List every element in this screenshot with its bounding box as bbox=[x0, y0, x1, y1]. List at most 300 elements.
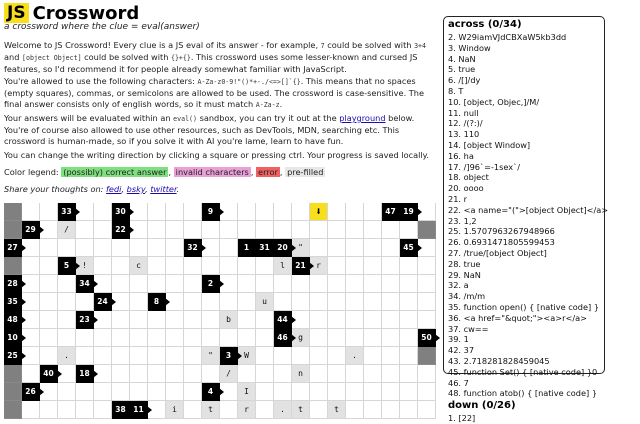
grid-cell[interactable] bbox=[364, 293, 382, 311]
grid-cell[interactable] bbox=[184, 221, 202, 239]
grid-cell[interactable] bbox=[58, 329, 76, 347]
grid-cell[interactable] bbox=[310, 239, 328, 257]
title-row bbox=[4, 3, 139, 23]
grid-cell[interactable] bbox=[184, 347, 202, 365]
down-arrow-icon[interactable]: ⬇ bbox=[310, 203, 328, 221]
grid-cell[interactable] bbox=[148, 365, 166, 383]
grid-cell[interactable] bbox=[238, 221, 256, 239]
grid-cell[interactable] bbox=[130, 293, 148, 311]
legend-error: error bbox=[258, 167, 278, 177]
across-clue[interactable]: 28. true bbox=[448, 258, 481, 269]
across-clue[interactable]: 11. null bbox=[448, 107, 479, 118]
prefilled-cell[interactable]: ! bbox=[76, 257, 94, 275]
grid-cell[interactable] bbox=[382, 365, 400, 383]
down-clue-list bbox=[448, 413, 600, 424]
prefilled-cell[interactable]: . bbox=[58, 347, 76, 365]
grid-cell[interactable] bbox=[220, 293, 238, 311]
clue-number-cell: 25 bbox=[4, 347, 22, 365]
grid-cell[interactable] bbox=[328, 257, 346, 275]
crossword-grid bbox=[4, 203, 436, 419]
grid-cell[interactable] bbox=[274, 347, 292, 365]
grid-cell[interactable] bbox=[274, 365, 292, 383]
legend-invalid: invalid characters bbox=[175, 167, 249, 177]
grid-cell[interactable] bbox=[184, 311, 202, 329]
grid-cell[interactable] bbox=[310, 401, 328, 419]
grid-cell[interactable] bbox=[364, 311, 382, 329]
grid-cell[interactable] bbox=[400, 329, 418, 347]
grid-cell[interactable] bbox=[76, 347, 94, 365]
grid-cell[interactable] bbox=[256, 221, 274, 239]
clue-number-cell: 27 bbox=[4, 239, 22, 257]
grid-cell[interactable] bbox=[256, 383, 274, 401]
grid-cell[interactable] bbox=[184, 257, 202, 275]
clue-number-cell: 4 bbox=[202, 383, 220, 401]
across-clue[interactable]: 4. NaN bbox=[448, 53, 476, 64]
grid-cell[interactable] bbox=[238, 311, 256, 329]
grid-cell[interactable] bbox=[328, 383, 346, 401]
grid-cell[interactable] bbox=[310, 347, 328, 365]
grid-cell[interactable] bbox=[166, 329, 184, 347]
blocked-cell bbox=[418, 347, 436, 365]
across-clue[interactable]: 43. 2.718281828459045 bbox=[448, 355, 550, 366]
prefilled-cell[interactable]: r bbox=[238, 401, 256, 419]
grid-cell[interactable] bbox=[400, 383, 418, 401]
grid-cell[interactable] bbox=[310, 293, 328, 311]
grid-cell[interactable] bbox=[274, 221, 292, 239]
across-clue[interactable]: 46. 7 bbox=[448, 377, 469, 388]
prefilled-cell[interactable]: l bbox=[274, 257, 292, 275]
grid-cell[interactable] bbox=[364, 203, 382, 221]
grid-cell[interactable] bbox=[292, 203, 310, 221]
grid-cell[interactable] bbox=[382, 347, 400, 365]
across-clue[interactable]: 22. <a name="(">[object Object]</a> bbox=[448, 204, 609, 215]
prefilled-cell[interactable]: " bbox=[292, 239, 310, 257]
grid-cell[interactable] bbox=[94, 257, 112, 275]
grid-cell[interactable] bbox=[184, 365, 202, 383]
grid-cell[interactable] bbox=[40, 239, 58, 257]
grid-cell[interactable] bbox=[346, 383, 364, 401]
intro-paragraph: Welcome to JS Crossword! Every clue is a JS eval of its answer - for example, 7 could be solved with 3+4 and [object Object] could be solved with {}+{}. This crossword uses some lesser-known and cursed JS features, so I'd recommend it for people already somewhat familiar with JavaScript. bbox=[4, 40, 426, 74]
grid-cell[interactable] bbox=[130, 275, 148, 293]
grid-cell[interactable] bbox=[94, 239, 112, 257]
grid-cell[interactable] bbox=[130, 311, 148, 329]
grid-cell[interactable] bbox=[40, 275, 58, 293]
grid-cell[interactable] bbox=[166, 365, 184, 383]
grid-cell[interactable] bbox=[148, 311, 166, 329]
grid-cell[interactable] bbox=[328, 275, 346, 293]
grid-cell[interactable] bbox=[184, 275, 202, 293]
grid-cell[interactable] bbox=[202, 221, 220, 239]
clue-number-cell: 21 bbox=[292, 257, 310, 275]
grid-cell[interactable] bbox=[112, 257, 130, 275]
grid-cell[interactable] bbox=[328, 293, 346, 311]
clue-number-cell: 19 bbox=[400, 203, 418, 221]
across-clue[interactable]: 14. [object Window] bbox=[448, 139, 531, 150]
across-clue[interactable]: 39. 1 bbox=[448, 334, 469, 345]
grid-cell[interactable] bbox=[94, 221, 112, 239]
grid-cell[interactable] bbox=[238, 365, 256, 383]
across-clue[interactable]: 35. function open() { [native code] } bbox=[448, 301, 600, 312]
grid-cell[interactable] bbox=[382, 383, 400, 401]
grid-cell[interactable] bbox=[94, 383, 112, 401]
grid-cell[interactable] bbox=[310, 329, 328, 347]
legend-correct: (possibly) correct answer bbox=[63, 167, 167, 177]
grid-cell[interactable] bbox=[40, 257, 58, 275]
grid-cell[interactable] bbox=[76, 221, 94, 239]
grid-cell[interactable] bbox=[400, 365, 418, 383]
clue-number-cell: 33 bbox=[58, 203, 76, 221]
across-clue[interactable]: 18. object bbox=[448, 172, 489, 183]
across-clue[interactable]: 3. Window bbox=[448, 42, 491, 53]
grid-cell[interactable] bbox=[76, 383, 94, 401]
sandbox-paragraph: Your answers will be evaluated within an eval() sandbox, you can try it out at the playground below. You're of course also allowed to use other resources, such as DevTools, MDN, searching etc. This crossword is human-made, so if you solve it with AI you're lame, learn to have fun. bbox=[4, 113, 415, 146]
grid-cell[interactable] bbox=[112, 239, 130, 257]
page-subtitle: a crossword where the clue = eval(answer) bbox=[4, 22, 200, 32]
grid-cell[interactable] bbox=[382, 329, 400, 347]
grid-cell[interactable] bbox=[346, 275, 364, 293]
grid-cell[interactable] bbox=[274, 275, 292, 293]
grid-cell[interactable] bbox=[202, 365, 220, 383]
across-clue[interactable]: 36. <a href="&quot;"><a>r</a> bbox=[448, 312, 587, 323]
grid-cell[interactable] bbox=[364, 383, 382, 401]
grid-cell[interactable] bbox=[130, 239, 148, 257]
grid-cell[interactable] bbox=[238, 275, 256, 293]
grid-cell[interactable] bbox=[112, 383, 130, 401]
grid-cell[interactable] bbox=[238, 293, 256, 311]
prefilled-cell[interactable]: n bbox=[292, 365, 310, 383]
grid-cell[interactable] bbox=[274, 203, 292, 221]
grid-cell[interactable] bbox=[112, 329, 130, 347]
across-clue[interactable]: 6. /[]/dy bbox=[448, 75, 481, 86]
across-clue[interactable]: 23. 1,2 bbox=[448, 215, 477, 226]
grid-cell[interactable] bbox=[274, 293, 292, 311]
grid-cell[interactable] bbox=[418, 311, 436, 329]
grid-cell[interactable] bbox=[22, 401, 40, 419]
grid-cell[interactable] bbox=[58, 239, 76, 257]
grid-cell[interactable] bbox=[328, 329, 346, 347]
grid-cell[interactable] bbox=[364, 347, 382, 365]
down-header: down (0/26) bbox=[448, 400, 516, 412]
grid-cell[interactable] bbox=[310, 365, 328, 383]
grid-cell[interactable] bbox=[256, 311, 274, 329]
grid-cell[interactable] bbox=[292, 275, 310, 293]
crossword-grid-container bbox=[4, 203, 436, 414]
across-clue[interactable]: 45. function Set() { [native code] }0 bbox=[448, 366, 598, 377]
prefilled-cell[interactable]: W bbox=[238, 347, 256, 365]
grid-cell[interactable] bbox=[310, 311, 328, 329]
across-clue[interactable]: 32. a bbox=[448, 280, 469, 291]
grid-cell[interactable] bbox=[166, 239, 184, 257]
grid-cell[interactable] bbox=[76, 329, 94, 347]
clue-number-cell: 32 bbox=[184, 239, 202, 257]
grid-cell[interactable] bbox=[418, 383, 436, 401]
prefilled-cell[interactable]: b bbox=[220, 311, 238, 329]
across-clue[interactable]: 5. true bbox=[448, 64, 476, 75]
grid-cell[interactable] bbox=[76, 293, 94, 311]
grid-cell[interactable] bbox=[112, 347, 130, 365]
grid-cell[interactable] bbox=[346, 293, 364, 311]
grid-cell[interactable] bbox=[166, 257, 184, 275]
grid-cell[interactable] bbox=[292, 347, 310, 365]
blocked-cell bbox=[418, 221, 436, 239]
grid-cell[interactable] bbox=[400, 275, 418, 293]
across-clue[interactable]: 42. 37 bbox=[448, 345, 475, 356]
grid-cell[interactable] bbox=[364, 365, 382, 383]
clue-number-cell: 22 bbox=[112, 221, 130, 239]
grid-cell[interactable] bbox=[256, 329, 274, 347]
clue-number-cell: 5 bbox=[58, 257, 76, 275]
grid-cell[interactable] bbox=[346, 221, 364, 239]
grid-cell[interactable] bbox=[418, 401, 436, 419]
grid-cell[interactable] bbox=[328, 311, 346, 329]
clue-number-cell: 30 bbox=[112, 203, 130, 221]
grid-cell[interactable] bbox=[310, 275, 328, 293]
across-clue[interactable]: 16. ha bbox=[448, 150, 474, 161]
grid-cell[interactable] bbox=[418, 293, 436, 311]
grid-cell[interactable] bbox=[58, 275, 76, 293]
grid-cell[interactable] bbox=[40, 203, 58, 221]
clue-number-cell: 23 bbox=[76, 311, 94, 329]
grid-cell[interactable] bbox=[346, 401, 364, 419]
grid-cell[interactable] bbox=[76, 239, 94, 257]
grid-cell[interactable] bbox=[94, 329, 112, 347]
grid-cell[interactable] bbox=[418, 365, 436, 383]
grid-cell[interactable] bbox=[346, 203, 364, 221]
prefilled-cell[interactable]: i bbox=[166, 401, 184, 419]
prefilled-cell[interactable]: c bbox=[130, 257, 148, 275]
grid-cell[interactable] bbox=[22, 203, 40, 221]
across-clue[interactable]: 29. NaN bbox=[448, 269, 481, 280]
down-clue[interactable]: 1. [22] bbox=[448, 413, 476, 424]
grid-cell[interactable] bbox=[148, 275, 166, 293]
across-clue-list bbox=[448, 32, 609, 399]
grid-cell[interactable] bbox=[256, 401, 274, 419]
grid-cell[interactable] bbox=[382, 293, 400, 311]
grid-cell[interactable] bbox=[184, 293, 202, 311]
grid-cell[interactable] bbox=[382, 257, 400, 275]
clue-number-cell: 3 bbox=[220, 347, 238, 365]
grid-cell[interactable] bbox=[328, 239, 346, 257]
prefilled-cell[interactable]: t bbox=[202, 401, 220, 419]
grid-cell[interactable] bbox=[148, 203, 166, 221]
prefilled-cell[interactable]: / bbox=[220, 365, 238, 383]
grid-cell[interactable] bbox=[238, 257, 256, 275]
grid-cell[interactable] bbox=[40, 329, 58, 347]
grid-cell[interactable] bbox=[238, 329, 256, 347]
prefilled-cell[interactable]: u bbox=[256, 293, 274, 311]
grid-cell[interactable] bbox=[166, 383, 184, 401]
across-clue[interactable]: 12. /(?:)/ bbox=[448, 118, 483, 129]
grid-cell[interactable] bbox=[328, 365, 346, 383]
grid-cell[interactable] bbox=[292, 383, 310, 401]
grid-cell[interactable] bbox=[166, 347, 184, 365]
grid-cell[interactable] bbox=[130, 347, 148, 365]
grid-cell[interactable] bbox=[202, 329, 220, 347]
clue-number-cell: 18 bbox=[76, 365, 94, 383]
grid-cell[interactable] bbox=[256, 365, 274, 383]
clue-number-cell: 46 bbox=[274, 329, 292, 347]
grid-cell[interactable] bbox=[364, 239, 382, 257]
share-link-fedi[interactable]: fedi bbox=[106, 184, 122, 194]
direction-hint: You can change the writing direction by clicking a square or pressing ctrl. Your progress is saved locally. bbox=[4, 150, 429, 160]
grid-cell[interactable] bbox=[202, 293, 220, 311]
grid-cell[interactable] bbox=[184, 401, 202, 419]
grid-cell[interactable] bbox=[310, 383, 328, 401]
grid-cell[interactable] bbox=[202, 311, 220, 329]
across-clue[interactable]: 17. /]96`=-1sex`/ bbox=[448, 161, 520, 172]
grid-cell[interactable] bbox=[328, 221, 346, 239]
share-link-bsky[interactable]: bsky bbox=[126, 184, 146, 194]
clue-number-cell: 35 bbox=[4, 293, 22, 311]
grid-cell[interactable] bbox=[382, 221, 400, 239]
across-clue[interactable]: 26. 0.6931471805599453 bbox=[448, 237, 555, 248]
across-clue[interactable]: 2. W29iamVJdCBXaW5kb3dd bbox=[448, 32, 567, 42]
grid-cell[interactable] bbox=[40, 401, 58, 419]
page-title: Crossword bbox=[32, 2, 140, 24]
prefilled-cell[interactable]: I bbox=[238, 383, 256, 401]
grid-cell[interactable] bbox=[256, 257, 274, 275]
grid-cell[interactable] bbox=[256, 347, 274, 365]
grid-cell[interactable] bbox=[166, 221, 184, 239]
grid-cell[interactable] bbox=[328, 203, 346, 221]
across-clue[interactable]: 10. [object, Objec,]/M/ bbox=[448, 96, 540, 107]
across-clue[interactable]: 13. 110 bbox=[448, 129, 480, 140]
prefilled-cell[interactable]: / bbox=[58, 221, 76, 239]
prefilled-cell[interactable]: " bbox=[202, 347, 220, 365]
grid-cell[interactable] bbox=[112, 311, 130, 329]
grid-cell[interactable] bbox=[364, 329, 382, 347]
clue-number-cell: 38 bbox=[112, 401, 130, 419]
grid-cell[interactable] bbox=[418, 257, 436, 275]
grid-cell[interactable] bbox=[22, 257, 40, 275]
grid-cell[interactable] bbox=[364, 275, 382, 293]
grid-cell[interactable] bbox=[400, 311, 418, 329]
across-clue[interactable]: 48. function atob() { [native code] } bbox=[448, 388, 598, 399]
prefilled-cell[interactable]: t bbox=[292, 401, 310, 419]
grid-cell[interactable] bbox=[220, 239, 238, 257]
grid-cell[interactable] bbox=[166, 203, 184, 221]
grid-cell[interactable] bbox=[148, 383, 166, 401]
across-clue[interactable]: 27. /true/[object Object] bbox=[448, 247, 547, 258]
color-legend: Color legend: (possibly) correct answer , invalid characters , error , pre-filled bbox=[4, 167, 324, 177]
grid-cell[interactable] bbox=[220, 401, 238, 419]
grid-cell[interactable] bbox=[418, 275, 436, 293]
grid-cell[interactable] bbox=[256, 275, 274, 293]
clue-number-cell: 31 bbox=[256, 239, 274, 257]
grid-cell[interactable] bbox=[364, 221, 382, 239]
grid-cell[interactable] bbox=[112, 275, 130, 293]
prefilled-cell[interactable]: r bbox=[310, 257, 328, 275]
grid-cell[interactable] bbox=[148, 257, 166, 275]
grid-cell[interactable] bbox=[220, 329, 238, 347]
across-clue[interactable]: 21. r bbox=[448, 193, 467, 204]
grid-cell[interactable] bbox=[184, 203, 202, 221]
grid-cell[interactable] bbox=[202, 257, 220, 275]
grid-cell[interactable] bbox=[292, 221, 310, 239]
grid-cell[interactable] bbox=[22, 365, 40, 383]
grid-cell[interactable] bbox=[184, 329, 202, 347]
grid-cell[interactable] bbox=[346, 365, 364, 383]
grid-cell[interactable] bbox=[166, 275, 184, 293]
grid-cell[interactable] bbox=[40, 347, 58, 365]
grid-cell[interactable] bbox=[346, 257, 364, 275]
blocked-cell bbox=[4, 383, 22, 401]
grid-cell[interactable] bbox=[94, 401, 112, 419]
grid-cell[interactable] bbox=[292, 293, 310, 311]
grid-cell[interactable] bbox=[130, 365, 148, 383]
across-clue[interactable]: 8. T bbox=[448, 85, 464, 96]
grid-cell[interactable] bbox=[58, 383, 76, 401]
grid-cell[interactable] bbox=[148, 329, 166, 347]
grid-cell[interactable] bbox=[382, 275, 400, 293]
across-header: across (0/34) bbox=[448, 19, 522, 30]
grid-cell[interactable] bbox=[166, 311, 184, 329]
grid-cell[interactable] bbox=[400, 401, 418, 419]
prefilled-cell[interactable]: t bbox=[328, 401, 346, 419]
grid-cell[interactable] bbox=[40, 311, 58, 329]
legend-prefilled: pre-filled bbox=[287, 167, 324, 177]
grid-cell[interactable] bbox=[112, 365, 130, 383]
grid-cell[interactable] bbox=[256, 203, 274, 221]
grid-cell[interactable] bbox=[346, 329, 364, 347]
blocked-cell bbox=[4, 401, 22, 419]
grid-cell[interactable] bbox=[130, 329, 148, 347]
grid-cell[interactable] bbox=[220, 221, 238, 239]
prefilled-cell[interactable]: . bbox=[274, 401, 292, 419]
grid-cell[interactable] bbox=[346, 239, 364, 257]
grid-cell[interactable] bbox=[148, 239, 166, 257]
grid-cell[interactable] bbox=[364, 257, 382, 275]
across-clue[interactable]: 20. oooo bbox=[448, 183, 484, 194]
across-clue[interactable]: 37. cw== bbox=[448, 323, 489, 334]
grid-cell[interactable] bbox=[58, 293, 76, 311]
grid-cell[interactable] bbox=[58, 311, 76, 329]
grid-cell[interactable] bbox=[58, 401, 76, 419]
grid-cell[interactable] bbox=[94, 347, 112, 365]
grid-cell[interactable] bbox=[40, 293, 58, 311]
prefilled-cell[interactable]: g bbox=[292, 329, 310, 347]
grid-cell[interactable] bbox=[148, 221, 166, 239]
grid-cell[interactable] bbox=[382, 311, 400, 329]
grid-cell[interactable] bbox=[238, 203, 256, 221]
prefilled-cell[interactable]: . bbox=[346, 347, 364, 365]
grid-cell[interactable] bbox=[148, 347, 166, 365]
grid-cell[interactable] bbox=[328, 347, 346, 365]
grid-cell[interactable] bbox=[220, 257, 238, 275]
grid-cell[interactable] bbox=[400, 347, 418, 365]
playground-link[interactable]: playground bbox=[339, 113, 386, 123]
grid-cell[interactable] bbox=[76, 401, 94, 419]
grid-cell[interactable] bbox=[400, 257, 418, 275]
grid-cell[interactable] bbox=[274, 383, 292, 401]
clue-number-cell: 11 bbox=[130, 401, 148, 419]
grid-cell[interactable] bbox=[130, 383, 148, 401]
grid-cell[interactable] bbox=[400, 293, 418, 311]
clue-number-cell: 47 bbox=[382, 203, 400, 221]
grid-cell[interactable] bbox=[364, 401, 382, 419]
grid-cell[interactable] bbox=[184, 383, 202, 401]
grid-cell[interactable] bbox=[400, 221, 418, 239]
grid-cell[interactable] bbox=[310, 221, 328, 239]
across-clue[interactable]: 34. /m/m bbox=[448, 291, 486, 302]
grid-cell[interactable] bbox=[94, 203, 112, 221]
grid-cell[interactable] bbox=[346, 311, 364, 329]
across-clue[interactable]: 25. 1.5707963267948966 bbox=[448, 226, 555, 237]
clue-number-cell: 29 bbox=[22, 221, 40, 239]
share-link-twitter[interactable]: twitter bbox=[150, 184, 177, 194]
grid-cell[interactable] bbox=[382, 401, 400, 419]
grid-cell[interactable] bbox=[382, 239, 400, 257]
